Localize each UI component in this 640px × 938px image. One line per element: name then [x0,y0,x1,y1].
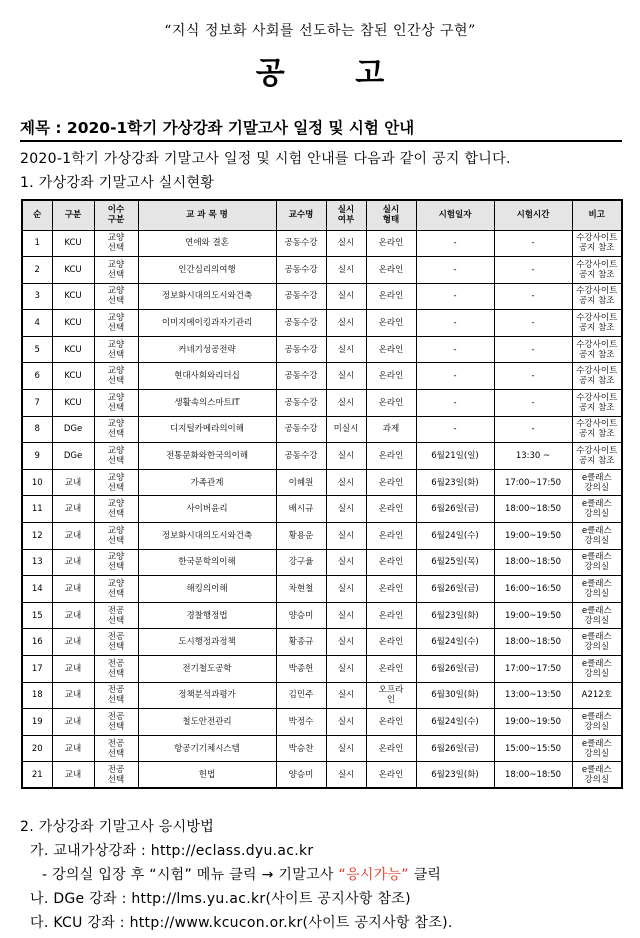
col-format-cell: 온라인 [366,709,416,736]
col-remarks-cell: e클래스 강의실 [572,469,622,496]
col-exam-date-cell: - [416,283,494,310]
table-row [22,443,622,470]
exam-schedule-table [21,199,623,789]
col-remarks-cell: e클래스 강의실 [572,709,622,736]
col-remarks-cell: e클래스 강의실 [572,576,622,603]
col-course-type-cell: 교양 선택 [94,310,138,337]
table-header-row [22,200,622,230]
col-no-cell: 12 [22,523,52,550]
col-remarks-cell: A212호 [572,682,622,709]
col-format-cell: 온라인 [366,469,416,496]
col-exam-time-cell: - [494,257,572,284]
col-course-name-cell: 철도안전관리 [138,709,276,736]
col-remarks-cell: e클래스 강의실 [572,735,622,762]
col-remarks-cell: e클래스 강의실 [572,549,622,576]
col-category-cell: 교내 [52,602,94,629]
col-course-name-cell: 경찰행정법 [138,602,276,629]
col-professor-cell: 공동수강 [276,390,326,417]
col-no-cell: 17 [22,656,52,683]
table-row [22,629,622,656]
col-no-cell: 20 [22,735,52,762]
col-course-type-cell: 교양 선택 [94,283,138,310]
col-professor-cell: 공동수강 [276,416,326,443]
col-category-cell: 교내 [52,762,94,789]
col-course-name-cell: 사이버윤리 [138,496,276,523]
col-course-type-cell: 교양 선택 [94,576,138,603]
table-row [22,336,622,363]
col-conducted-cell: 실시 [326,390,366,417]
table-row [22,709,622,736]
col-conducted-cell: 실시 [326,310,366,337]
col-no-cell: 7 [22,390,52,417]
col-exam-time-cell: - [494,310,572,337]
col-remarks-cell: 수강사이트 공지 참조 [572,363,622,390]
col-course-name-cell: 도시행정과정책 [138,629,276,656]
col-no-cell: 15 [22,602,52,629]
motto: “지식 정보화 사회를 선도하는 참된 인간상 구현” [164,23,476,39]
col-course-name-cell: 헌법 [138,762,276,789]
col-format-cell: 온라인 [366,336,416,363]
col-format-cell: 온라인 [366,576,416,603]
col-course-type-cell: 교양 선택 [94,336,138,363]
col-remarks-cell: 수강사이트 공지 참조 [572,443,622,470]
col-no-cell: 2 [22,257,52,284]
col-no-cell: 10 [22,469,52,496]
col-no-header: 순 [22,200,52,230]
col-exam-date-cell: 6월23일(화) [416,762,494,789]
col-remarks-cell: e클래스 강의실 [572,762,622,789]
col-exam-date-cell: 6월30일(화) [416,682,494,709]
table-row [22,656,622,683]
col-exam-time-cell: 18:00~18:50 [494,549,572,576]
col-exam-date-cell: 6월21일(일) [416,443,494,470]
table-row [22,735,622,762]
col-category-cell: 교내 [52,709,94,736]
col-format-cell: 온라인 [366,523,416,550]
col-exam-date-cell: 6월24일(수) [416,629,494,656]
section-2-title: 2. 가상강좌 기말고사 응시방법 [20,819,215,835]
col-format-cell: 온라인 [366,443,416,470]
col-exam-date-cell: 6월23일(화) [416,602,494,629]
method-ga: 가. 교내가상강좌 : http://eclass.dyu.ac.kr [30,843,314,859]
col-no-cell: 16 [22,629,52,656]
col-format-cell: 온라인 [366,230,416,257]
col-course-name-cell: 인간심리의여행 [138,257,276,284]
col-conducted-cell: 실시 [326,496,366,523]
col-course-name-cell: 한국문학의이해 [138,549,276,576]
col-remarks-cell: 수강사이트 공지 참조 [572,283,622,310]
col-conducted-cell: 실시 [326,443,366,470]
col-exam-date-cell: 6월26일(금) [416,496,494,523]
col-category-cell: DGe [52,416,94,443]
col-professor-cell: 공동수강 [276,363,326,390]
col-course-type-cell: 교양 선택 [94,416,138,443]
col-course-type-cell: 교양 선택 [94,469,138,496]
col-remarks-cell: 수강사이트 공지 참조 [572,230,622,257]
col-exam-time-cell: 18:00~18:50 [494,762,572,789]
page-title: 공 고 [255,56,385,91]
col-exam-time-cell: 19:00~19:50 [494,523,572,550]
col-conducted-cell: 실시 [326,363,366,390]
col-professor-cell: 박정수 [276,709,326,736]
col-format-cell: 온라인 [366,283,416,310]
col-exam-time-cell: 18:00~18:50 [494,629,572,656]
col-exam-time-cell: - [494,390,572,417]
col-remarks-cell: e클래스 강의실 [572,629,622,656]
col-course-name-cell: 정보화시대의도시와건축 [138,523,276,550]
col-course-name-header: 교 과 목 명 [138,200,276,230]
method-na: 나. DGe 강좌 : http://lms.yu.ac.kr(사이트 공지사항 참조) [30,891,411,907]
col-exam-time-cell: - [494,363,572,390]
col-professor-cell: 공동수강 [276,443,326,470]
col-category-cell: 교내 [52,549,94,576]
col-course-name-cell: 디지털카메라의이해 [138,416,276,443]
col-remarks-cell: e클래스 강의실 [572,656,622,683]
col-format-cell: 온라인 [366,257,416,284]
col-course-type-cell: 교양 선택 [94,443,138,470]
col-no-cell: 13 [22,549,52,576]
col-no-cell: 5 [22,336,52,363]
col-course-name-cell: 전통문화와한국의이해 [138,443,276,470]
col-format-cell: 온라인 [366,629,416,656]
col-conducted-cell: 실시 [326,629,366,656]
col-category-header: 구분 [52,200,94,230]
col-professor-cell: 공동수강 [276,310,326,337]
col-remarks-cell: e클래스 강의실 [572,496,622,523]
col-exam-time-cell: 16:00~16:50 [494,576,572,603]
col-remarks-cell: 수강사이트 공지 참조 [572,390,622,417]
col-course-type-cell: 교양 선택 [94,549,138,576]
col-conducted-cell: 실시 [326,230,366,257]
col-no-cell: 1 [22,230,52,257]
col-no-cell: 6 [22,363,52,390]
col-professor-cell: 강구율 [276,549,326,576]
col-format-cell: 온라인 [366,735,416,762]
col-remarks-cell: 수강사이트 공지 참조 [572,416,622,443]
table-row [22,469,622,496]
col-category-cell: 교내 [52,656,94,683]
table-row [22,602,622,629]
section-1-title: 1. 가상강좌 기말고사 실시현황 [20,175,215,191]
method-da: 다. KCU 강좌 : http://www.kcucon.or.kr(사이트 공지사항 참조). [30,915,453,931]
col-category-cell: 교내 [52,576,94,603]
col-professor-header: 교수명 [276,200,326,230]
col-category-cell: 교내 [52,682,94,709]
col-category-cell: KCU [52,390,94,417]
apply-available-highlight: “응시가능” [338,867,409,883]
col-conducted-cell: 실시 [326,762,366,789]
col-exam-time-cell: 19:00~19:50 [494,709,572,736]
col-category-cell: KCU [52,283,94,310]
col-exam-time-cell: 13:00~13:50 [494,682,572,709]
col-category-cell: KCU [52,257,94,284]
col-course-type-cell: 전공 선택 [94,629,138,656]
col-exam-date-cell: 6월26일(금) [416,735,494,762]
table-row [22,416,622,443]
col-course-type-cell: 교양 선택 [94,523,138,550]
col-exam-date-cell: 6월25일(목) [416,549,494,576]
col-exam-date-cell: 6월23일(화) [416,469,494,496]
col-format-cell: 온라인 [366,310,416,337]
col-course-type-cell: 전공 선택 [94,735,138,762]
table-row [22,310,622,337]
table-row [22,390,622,417]
col-course-type-cell: 교양 선택 [94,363,138,390]
col-course-name-cell: 이미지메이킹과자기관리 [138,310,276,337]
col-exam-time-cell: 13:30 ~ [494,443,572,470]
col-professor-cell: 공동수강 [276,230,326,257]
col-exam-time-header: 시험시간 [494,200,572,230]
col-professor-cell: 황종규 [276,629,326,656]
col-conducted-cell: 실시 [326,656,366,683]
col-professor-cell: 황용운 [276,523,326,550]
col-course-name-cell: 해킹의이해 [138,576,276,603]
col-course-name-cell: 정보화시대의도시와건축 [138,283,276,310]
col-format-cell: 온라인 [366,496,416,523]
col-course-name-cell: 항공기기체시스템 [138,735,276,762]
col-no-cell: 4 [22,310,52,337]
col-exam-time-cell: 19:00~19:50 [494,602,572,629]
col-professor-cell: 양승미 [276,762,326,789]
col-exam-date-cell: - [416,363,494,390]
col-professor-cell: 차현철 [276,576,326,603]
col-professor-cell: 박승찬 [276,735,326,762]
table-row [22,523,622,550]
col-category-cell: 교내 [52,629,94,656]
col-conducted-cell: 실시 [326,602,366,629]
col-professor-cell: 배시규 [276,496,326,523]
notice-subject: 제목 : 2020-1학기 가상강좌 기말고사 일정 및 시험 안내 [20,116,622,142]
col-category-cell: 교내 [52,469,94,496]
col-format-cell: 온라인 [366,549,416,576]
col-exam-time-cell: - [494,336,572,363]
col-category-cell: KCU [52,310,94,337]
col-exam-date-cell: 6월24일(수) [416,709,494,736]
col-exam-time-cell: - [494,230,572,257]
col-no-cell: 8 [22,416,52,443]
col-remarks-cell: e클래스 강의실 [572,602,622,629]
method-ga-sub-pre: - 강의실 입장 후 “시험” 메뉴 클릭 → 기말고사 [42,867,339,883]
col-course-type-cell: 전공 선택 [94,602,138,629]
col-exam-date-cell: - [416,230,494,257]
col-exam-date-cell: 6월26일(금) [416,656,494,683]
table-row [22,363,622,390]
col-conducted-header: 실시 여부 [326,200,366,230]
table-row [22,762,622,789]
col-format-cell: 과제 [366,416,416,443]
col-no-cell: 11 [22,496,52,523]
col-no-cell: 21 [22,762,52,789]
col-course-name-cell: 현대사회와리더십 [138,363,276,390]
table-row [22,576,622,603]
col-professor-cell: 공동수강 [276,257,326,284]
col-category-cell: KCU [52,336,94,363]
col-exam-date-cell: 6월26일(금) [416,576,494,603]
col-course-type-cell: 전공 선택 [94,682,138,709]
col-course-type-cell: 교양 선택 [94,230,138,257]
col-format-cell: 온라인 [366,602,416,629]
col-conducted-cell: 실시 [326,576,366,603]
col-no-cell: 3 [22,283,52,310]
col-course-name-cell: 생활속의스마트IT [138,390,276,417]
col-exam-time-cell: 17:00~17:50 [494,656,572,683]
col-format-cell: 온라인 [366,363,416,390]
table-row [22,283,622,310]
col-conducted-cell: 실시 [326,735,366,762]
col-conducted-cell: 실시 [326,682,366,709]
method-ga-sub [42,864,441,884]
col-remarks-header: 비고 [572,200,622,230]
method-ga-sub-post: 클릭 [408,867,442,883]
col-professor-cell: 공동수강 [276,336,326,363]
col-no-cell: 19 [22,709,52,736]
col-course-name-cell: 정책분석과평가 [138,682,276,709]
table-row [22,549,622,576]
col-course-type-cell: 교양 선택 [94,390,138,417]
col-exam-date-header: 시험일자 [416,200,494,230]
col-exam-time-cell: - [494,283,572,310]
col-remarks-cell: e클래스 강의실 [572,523,622,550]
col-course-type-header: 이수 구분 [94,200,138,230]
col-no-cell: 18 [22,682,52,709]
col-exam-date-cell: - [416,390,494,417]
col-category-cell: KCU [52,230,94,257]
col-category-cell: 교내 [52,496,94,523]
col-format-cell: 오프라 인 [366,682,416,709]
intro-text: 2020-1학기 가상강좌 기말고사 일정 및 시험 안내를 다음과 같이 공지 합니다. [20,151,511,167]
col-exam-date-cell: - [416,310,494,337]
col-exam-date-cell: - [416,416,494,443]
table-row [22,496,622,523]
col-category-cell: KCU [52,363,94,390]
col-remarks-cell: 수강사이트 공지 참조 [572,336,622,363]
table-row [22,682,622,709]
col-conducted-cell: 실시 [326,469,366,496]
col-exam-date-cell: - [416,257,494,284]
table-row [22,230,622,257]
col-conducted-cell: 실시 [326,283,366,310]
col-professor-cell: 박종헌 [276,656,326,683]
col-conducted-cell: 실시 [326,336,366,363]
col-exam-time-cell: 18:00~18:50 [494,496,572,523]
col-exam-time-cell: 15:00~15:50 [494,735,572,762]
col-course-name-cell: 전기철도공학 [138,656,276,683]
col-conducted-cell: 실시 [326,523,366,550]
col-professor-cell: 공동수강 [276,283,326,310]
col-course-type-cell: 전공 선택 [94,709,138,736]
col-category-cell: 교내 [52,523,94,550]
col-no-cell: 14 [22,576,52,603]
col-exam-date-cell: - [416,336,494,363]
col-conducted-cell: 실시 [326,257,366,284]
col-format-cell: 온라인 [366,762,416,789]
col-category-cell: 교내 [52,735,94,762]
col-course-type-cell: 전공 선택 [94,762,138,789]
col-no-cell: 9 [22,443,52,470]
col-conducted-cell: 미실시 [326,416,366,443]
col-format-cell: 온라인 [366,656,416,683]
col-professor-cell: 이혜원 [276,469,326,496]
col-course-type-cell: 전공 선택 [94,656,138,683]
col-category-cell: DGe [52,443,94,470]
col-professor-cell: 김민주 [276,682,326,709]
col-exam-time-cell: - [494,416,572,443]
col-exam-date-cell: 6월24일(수) [416,523,494,550]
col-professor-cell: 양승미 [276,602,326,629]
col-course-name-cell: 연애와 결혼 [138,230,276,257]
col-conducted-cell: 실시 [326,549,366,576]
col-remarks-cell: 수강사이트 공지 참조 [572,257,622,284]
col-format-cell: 온라인 [366,390,416,417]
col-course-name-cell: 가족관계 [138,469,276,496]
col-format-header: 실시 형태 [366,200,416,230]
col-remarks-cell: 수강사이트 공지 참조 [572,310,622,337]
col-conducted-cell: 실시 [326,709,366,736]
col-course-type-cell: 교양 선택 [94,496,138,523]
col-course-name-cell: 커네기성공전략 [138,336,276,363]
col-exam-time-cell: 17:00~17:50 [494,469,572,496]
col-course-type-cell: 교양 선택 [94,257,138,284]
table-row [22,257,622,284]
